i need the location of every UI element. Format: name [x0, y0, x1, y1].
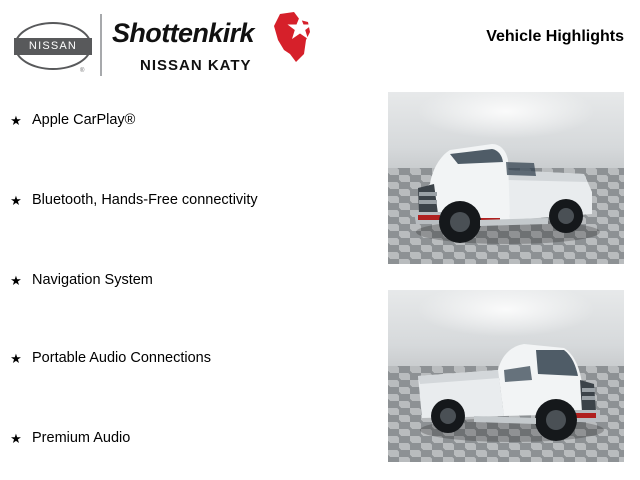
dealer-logo[interactable] — [8, 8, 318, 82]
dealer-subtitle-text: NISSAN KATY — [140, 57, 252, 74]
highlights-list — [0, 96, 380, 472]
star-bullet-icon: ★ — [10, 272, 22, 288]
highlight-label: Apple CarPlay® — [32, 111, 136, 128]
highlight-label: Bluetooth, Hands-Free connectivity — [32, 191, 258, 208]
nissan-wordmark-text: NISSAN — [28, 40, 78, 52]
page-title: Vehicle Highlights — [486, 28, 624, 45]
nissan-trademark: ® — [80, 68, 85, 74]
star-bullet-icon: ★ — [10, 192, 22, 208]
star-bullet-icon: ★ — [10, 350, 22, 366]
list-item — [8, 110, 378, 130]
nissan-logo-icon — [14, 16, 92, 78]
list-item — [8, 348, 378, 368]
dealer-name-text: Shottenkirk — [112, 18, 254, 48]
star-bullet-icon: ★ — [10, 112, 22, 128]
highlight-label: Portable Audio Connections — [32, 349, 211, 366]
vehicle-photo-front-three-quarter[interactable] — [388, 92, 624, 264]
truck-illustration-rear — [388, 290, 624, 462]
list-item — [8, 270, 378, 290]
page-header — [0, 0, 640, 86]
nissan-wordmark-bar — [14, 38, 92, 55]
texas-star-icon — [264, 10, 318, 66]
shottenkirk-wordmark — [112, 10, 312, 86]
list-item — [8, 190, 378, 210]
highlight-label: Premium Audio — [32, 429, 131, 446]
star-bullet-icon: ★ — [10, 430, 22, 446]
truck-illustration-front — [388, 92, 624, 264]
list-item — [8, 428, 378, 448]
vehicle-photo-rear-three-quarter[interactable] — [388, 290, 624, 462]
logo-divider — [100, 14, 102, 76]
highlight-label: Navigation System — [32, 271, 153, 288]
